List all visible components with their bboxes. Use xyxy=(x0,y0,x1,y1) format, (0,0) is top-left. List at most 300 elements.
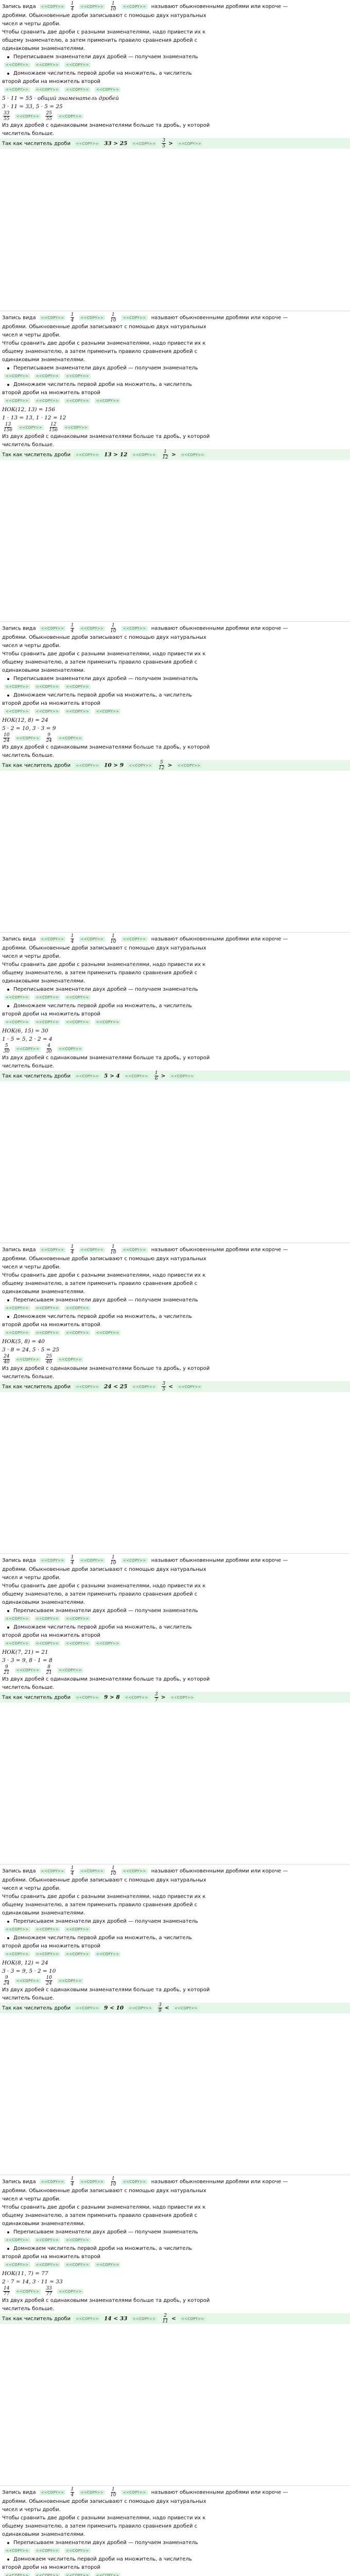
copy-marker[interactable]: <<COPY>> xyxy=(57,1978,83,1984)
method-bullet: Домножаем числитель первой дроби на множитель, а числитель xyxy=(2,381,348,389)
answer-text: Так как числитель дроби xyxy=(2,2005,71,2011)
copy-marker[interactable]: <<COPY>> xyxy=(64,1641,91,1646)
copy-marker[interactable]: <<COPY>> xyxy=(57,2289,83,2294)
rule-line: одинаковыми знаменателями. xyxy=(2,2221,85,2227)
answer-text: Так как числитель дроби xyxy=(2,1384,71,1390)
copy-marker[interactable]: <<COPY>> xyxy=(74,141,100,146)
fraction-example-2: $\frac{1}{10}$ xyxy=(110,1244,116,1255)
multiplier-calculation: 5 · 2 = 10, 3 · 3 = 9 xyxy=(2,725,56,732)
copy-marker[interactable]: <<COPY>> xyxy=(34,2262,61,2267)
copy-marker[interactable]: <<COPY>> xyxy=(57,736,83,741)
copy-marker[interactable]: <<COPY>> xyxy=(176,763,202,768)
rule-line: одинаковыми знаменателями. xyxy=(2,46,85,52)
method-bullet: Переписываем знаменатели двух дробей — получаем знаменатель xyxy=(2,364,348,372)
intro-line xyxy=(2,1244,348,1255)
copy-marker[interactable]: <<COPY>> xyxy=(4,2238,30,2243)
fraction-example-2: $\frac{1}{10}$ xyxy=(110,2176,116,2187)
copy-marker[interactable]: <<COPY>> xyxy=(4,1952,30,1957)
copy-marker[interactable]: <<COPY>> xyxy=(64,709,91,714)
copy-marker[interactable]: <<COPY>> xyxy=(34,2573,61,2576)
copy-marker[interactable]: <<COPY>> xyxy=(34,1616,61,1621)
copy-row xyxy=(2,1019,348,1027)
copy-marker[interactable]: <<COPY>> xyxy=(4,1616,30,1621)
copy-marker[interactable]: <<COPY>> xyxy=(95,1020,121,1025)
converted-fractions xyxy=(2,1665,348,1675)
copy-marker[interactable]: <<COPY>> xyxy=(4,1927,30,1932)
copy-marker[interactable]: <<COPY>> xyxy=(95,87,121,92)
comparison-rule: числитель больше. xyxy=(2,1063,55,1069)
copy-marker[interactable]: <<COPY>> xyxy=(4,1020,30,1025)
method-bullet: Домножаем числитель первой дроби на множитель, а числитель xyxy=(2,2555,348,2564)
copy-marker[interactable]: <<COPY>> xyxy=(79,315,106,320)
copy-marker[interactable]: <<COPY>> xyxy=(95,1952,121,1957)
converted-fraction-1: $\frac{9}{24}$ xyxy=(4,1975,10,1986)
answer-relation: < xyxy=(168,1383,173,1390)
definition-line: дробями. Обыкновенные дроби записывают с помощью двух натуральных xyxy=(2,1256,206,1262)
copy-marker[interactable]: <<COPY>> xyxy=(4,62,30,67)
intro-text: Запись вида xyxy=(2,2179,36,2185)
copy-marker[interactable]: <<COPY>> xyxy=(121,626,148,631)
intro-line xyxy=(2,934,348,944)
answer-line xyxy=(0,1692,350,1703)
copy-marker[interactable]: <<COPY>> xyxy=(64,995,91,1000)
comparison-rule: Из двух дробей с одинаковыми знаменателями больше та дробь, у которой xyxy=(2,2298,210,2303)
rule-line: общему знаменателю, а затем применить правило сравнения дробей с xyxy=(2,970,198,976)
method-bullet: Домножаем числитель первой дроби на множитель, а числитель xyxy=(2,70,348,78)
copy-marker[interactable]: <<COPY>> xyxy=(64,2262,91,2267)
definition-line: дробями. Обыкновенные дроби записывают с помощью двух натуральных xyxy=(2,324,206,330)
multiplier-calculation: 3 · 3 = 9, 5 · 2 = 10 xyxy=(2,1968,56,1974)
intro-line xyxy=(2,1,348,12)
fraction-example-2: $\frac{1}{10}$ xyxy=(110,1,116,12)
copy-marker[interactable]: <<COPY>> xyxy=(64,374,91,379)
intro-text: Запись вида xyxy=(2,1557,36,1564)
rule-line: Чтобы сравнить две дроби с разными знаменателями, надо привести их к xyxy=(2,2205,206,2210)
method-bullet: Переписываем знаменатели двух дробей — получаем знаменатель xyxy=(2,1296,348,1304)
copy-marker[interactable]: <<COPY>> xyxy=(127,2006,153,2011)
copy-marker[interactable]: <<COPY>> xyxy=(34,1020,61,1025)
method-bullet-cont: второй дроби на множитель второй xyxy=(2,701,101,706)
copy-marker[interactable]: <<COPY>> xyxy=(64,87,91,92)
comparison-rule: числитель больше. xyxy=(2,131,55,137)
answer-numerators: 24 < 25 xyxy=(104,1383,128,1390)
method-bullet-cont: второй дроби на множитель второй xyxy=(2,1011,101,1017)
copy-marker[interactable]: <<COPY>> xyxy=(34,87,61,92)
copy-marker[interactable]: <<COPY>> xyxy=(57,114,83,119)
copy-marker[interactable]: <<COPY>> xyxy=(74,2006,100,2011)
intro-line xyxy=(2,1555,348,1566)
fraction-example-2: $\frac{1}{10}$ xyxy=(110,934,116,944)
copy-marker[interactable]: <<COPY>> xyxy=(74,763,100,768)
copy-marker[interactable]: <<COPY>> xyxy=(40,315,66,320)
copy-marker[interactable]: <<COPY>> xyxy=(121,2490,148,2495)
definition-line: чисел и черты дроби. xyxy=(2,1264,61,1270)
rule-line: общему знаменателю, а затем применить правило сравнения дробей с xyxy=(2,2523,198,2529)
answer-line xyxy=(0,1071,350,1081)
method-bullet-cont: второй дроби на множитель второй xyxy=(2,2254,101,2260)
copy-marker[interactable]: <<COPY>> xyxy=(79,937,106,942)
method-bullet: Переписываем знаменатели двух дробей — получаем знаменатель xyxy=(2,1918,348,1926)
copy-marker[interactable]: <<COPY>> xyxy=(4,709,30,714)
copy-marker[interactable]: <<COPY>> xyxy=(64,398,91,403)
copy-marker[interactable]: <<COPY>> xyxy=(57,1668,83,1673)
answer-fraction: $\frac{3}{5}$ xyxy=(162,138,166,149)
definition-line: дробями. Обыкновенные дроби записывают с помощью двух натуральных xyxy=(2,1877,206,1883)
converted-fraction-2: $\frac{33}{77}$ xyxy=(46,2286,52,2297)
rule-line: одинаковыми знаменателями. xyxy=(2,1910,85,1916)
copy-marker[interactable]: <<COPY>> xyxy=(4,1330,30,1335)
answer-relation: > xyxy=(168,140,173,147)
copy-marker[interactable]: <<COPY>> xyxy=(34,1927,61,1932)
answer-fraction: $\frac{5}{12}$ xyxy=(159,760,165,771)
copy-row xyxy=(2,2572,348,2576)
comparison-rule: числитель больше. xyxy=(2,1995,55,2001)
copy-marker[interactable]: <<COPY>> xyxy=(4,374,30,379)
intro-text: Запись вида xyxy=(2,1247,36,1253)
answer-text: Так как числитель дроби xyxy=(2,141,71,147)
copy-marker[interactable]: <<COPY>> xyxy=(95,1641,121,1646)
multiplier-calculation: 1 · 5 = 5, 2 · 2 = 4 xyxy=(2,1036,52,1042)
intro-text: Запись вида xyxy=(2,1868,36,1874)
copy-marker[interactable]: <<COPY>> xyxy=(180,452,206,457)
copy-marker[interactable]: <<COPY>> xyxy=(15,1357,41,1362)
answer-numerators: 9 < 10 xyxy=(104,2005,124,2011)
copy-marker[interactable]: <<COPY>> xyxy=(64,1952,91,1957)
copy-marker[interactable]: <<COPY>> xyxy=(34,374,61,379)
copy-row xyxy=(2,1926,348,1934)
copy-marker[interactable]: <<COPY>> xyxy=(40,937,66,942)
answer-fraction: $\frac{3}{8}$ xyxy=(159,2003,162,2013)
copy-marker[interactable]: <<COPY>> xyxy=(79,1247,106,1252)
copy-marker[interactable]: <<COPY>> xyxy=(4,1306,30,1311)
intro-rest-text: называют обыкновенными дробями или короче — xyxy=(151,4,288,10)
converted-fraction-1: $\frac{14}{77}$ xyxy=(4,2286,10,2297)
copy-marker[interactable]: <<COPY>> xyxy=(40,4,66,9)
copy-marker[interactable]: <<COPY>> xyxy=(79,1558,106,1563)
rule-line: общему знаменателю, а затем применить правило сравнения дробей с xyxy=(2,349,198,354)
rule-line: одинаковыми знаменателями. xyxy=(2,357,85,363)
copy-marker[interactable]: <<COPY>> xyxy=(131,2316,157,2321)
answer-text: Так как числитель дроби xyxy=(2,1073,71,1079)
intro-text: Запись вида xyxy=(2,2489,36,2496)
rule-line: общему знаменателю, а затем применить правило сравнения дробей с xyxy=(2,38,198,43)
fraction-example-2: $\frac{1}{10}$ xyxy=(110,623,116,634)
converted-fraction-2: $\frac{25}{55}$ xyxy=(46,111,52,122)
copy-marker[interactable]: <<COPY>> xyxy=(63,425,90,430)
copy-marker[interactable]: <<COPY>> xyxy=(64,1927,91,1932)
copy-marker[interactable]: <<COPY>> xyxy=(40,2490,66,2495)
copy-marker[interactable]: <<COPY>> xyxy=(95,1330,121,1335)
copy-marker[interactable]: <<COPY>> xyxy=(79,626,106,631)
copy-marker[interactable]: <<COPY>> xyxy=(34,2548,61,2553)
solution-block xyxy=(0,1243,350,1553)
copy-marker[interactable]: <<COPY>> xyxy=(64,1616,91,1621)
copy-marker[interactable]: <<COPY>> xyxy=(15,114,41,119)
definition-line: чисел и черты дроби. xyxy=(2,2196,61,2202)
answer-relation: > xyxy=(161,1073,166,1079)
copy-row xyxy=(2,683,348,691)
rule-line: Чтобы сравнить две дроби с разными знаменателями, надо привести их к xyxy=(2,2515,206,2521)
answer-text: Так как числитель дроби xyxy=(2,452,71,458)
multiplier-calculation: 3 · 3 = 9, 8 · 1 = 8 xyxy=(2,1657,52,1664)
copy-marker[interactable]: <<COPY>> xyxy=(34,995,61,1000)
copy-marker[interactable]: <<COPY>> xyxy=(95,398,121,403)
copy-marker[interactable]: <<COPY>> xyxy=(4,2548,30,2553)
solution-block xyxy=(0,2485,350,2576)
copy-marker[interactable]: <<COPY>> xyxy=(34,398,61,403)
converted-fraction-1: $\frac{33}{55}$ xyxy=(4,111,10,122)
rule-line: общему знаменателю, а затем применить правило сравнения дробей с xyxy=(2,1281,198,1286)
copy-marker[interactable]: <<COPY>> xyxy=(4,995,30,1000)
method-bullet: Переписываем знаменатели двух дробей — получаем знаменатель xyxy=(2,986,348,994)
method-bullet: Переписываем знаменатели двух дробей — получаем знаменатель xyxy=(2,53,348,61)
copy-marker[interactable]: <<COPY>> xyxy=(64,2238,91,2243)
answer-fraction: $\frac{3}{5}$ xyxy=(162,1381,166,1392)
fraction-example-1: $\frac{1}{4}$ xyxy=(71,1866,74,1876)
copy-marker[interactable]: <<COPY>> xyxy=(169,1074,196,1079)
converted-fraction-2: $\frac{12}{156}$ xyxy=(49,422,58,433)
copy-marker[interactable]: <<COPY>> xyxy=(40,1869,66,1874)
method-bullet: Переписываем знаменатели двух дробей — получаем знаменатель xyxy=(2,1607,348,1615)
copy-marker[interactable]: <<COPY>> xyxy=(74,1074,100,1079)
answer-fraction: $\frac{1}{12}$ xyxy=(162,449,168,460)
copy-marker[interactable]: <<COPY>> xyxy=(15,2289,41,2294)
method-bullet: Переписываем знаменатели двух дробей — получаем знаменатель xyxy=(2,2228,348,2236)
copy-marker[interactable]: <<COPY>> xyxy=(131,141,157,146)
copy-marker[interactable]: <<COPY>> xyxy=(64,1020,91,1025)
method-bullet-cont: второй дроби на множитель второй xyxy=(2,1633,101,1638)
copy-marker[interactable]: <<COPY>> xyxy=(15,1046,41,1052)
lcm-calculation: НОК(7, 21) = 21 xyxy=(2,1649,48,1655)
converted-fraction-1: $\frac{9}{21}$ xyxy=(4,1665,10,1675)
copy-marker[interactable]: <<COPY>> xyxy=(169,1695,196,1700)
copy-marker[interactable]: <<COPY>> xyxy=(180,2316,206,2321)
copy-marker[interactable]: <<COPY>> xyxy=(40,1247,66,1252)
copy-marker[interactable]: <<COPY>> xyxy=(64,2573,91,2576)
copy-marker[interactable]: <<COPY>> xyxy=(4,2573,30,2576)
copy-marker[interactable]: <<COPY>> xyxy=(177,1384,203,1389)
method-bullet: Переписываем знаменатели двух дробей — получаем знаменатель xyxy=(2,2539,348,2547)
copy-marker[interactable]: <<COPY>> xyxy=(34,1641,61,1646)
multiplier-calculation: 1 · 13 = 13, 1 · 12 = 12 xyxy=(2,415,66,421)
converted-fraction-2: $\frac{25}{40}$ xyxy=(46,1354,52,1365)
copy-marker[interactable]: <<COPY>> xyxy=(121,1869,148,1874)
fraction-example-1: $\frac{1}{4}$ xyxy=(71,934,74,944)
multiplier-calculation: 3 · 8 = 24, 5 · 5 = 25 xyxy=(2,1347,60,1353)
comparison-rule: числитель больше. xyxy=(2,2306,55,2312)
copy-row xyxy=(2,2547,348,2555)
copy-marker[interactable]: <<COPY>> xyxy=(34,62,61,67)
method-bullet: Домножаем числитель первой дроби на множитель, а числитель xyxy=(2,1934,348,1942)
copy-marker[interactable]: <<COPY>> xyxy=(127,763,153,768)
copy-marker[interactable]: <<COPY>> xyxy=(95,2573,121,2576)
copy-marker[interactable]: <<COPY>> xyxy=(64,1306,91,1311)
copy-marker[interactable]: <<COPY>> xyxy=(34,709,61,714)
solution-block xyxy=(0,932,350,1243)
rule-line: общему знаменателю, а затем применить правило сравнения дробей с xyxy=(2,659,198,665)
copy-marker[interactable]: <<COPY>> xyxy=(121,315,148,320)
intro-text: Запись вида xyxy=(2,4,36,10)
answer-line xyxy=(0,1381,350,1392)
comparison-rule: Из двух дробей с одинаковыми знаменателями больше та дробь, у которой xyxy=(2,1055,210,1061)
converted-fraction-2: $\frac{4}{30}$ xyxy=(46,1043,52,1054)
rule-line: Чтобы сравнить две дроби с разными знаменателями, надо привести их к xyxy=(2,1894,206,1900)
copy-marker[interactable]: <<COPY>> xyxy=(121,1247,148,1252)
intro-rest-text: называют обыкновенными дробями или короче — xyxy=(151,315,288,321)
fraction-example-2: $\frac{1}{10}$ xyxy=(110,312,116,323)
copy-marker[interactable]: <<COPY>> xyxy=(64,684,91,689)
definition-line: дробями. Обыкновенные дроби записывают с помощью двух натуральных xyxy=(2,945,206,951)
multiplier-calculation: 2 · 7 = 14, 3 · 11 = 33 xyxy=(2,2279,63,2285)
solution-block xyxy=(0,311,350,621)
definition-line: чисел и черты дроби. xyxy=(2,643,61,649)
copy-marker[interactable]: <<COPY>> xyxy=(95,2262,121,2267)
copy-row xyxy=(2,708,348,716)
answer-text: Так как числитель дроби xyxy=(2,762,71,769)
definition-line: дробями. Обыкновенные дроби записывают с помощью двух натуральных xyxy=(2,2188,206,2194)
method-bullet: Домножаем числитель первой дроби на множитель, а числитель xyxy=(2,1313,348,1321)
copy-marker[interactable]: <<COPY>> xyxy=(74,1695,100,1700)
copy-marker[interactable]: <<COPY>> xyxy=(121,2179,148,2184)
solution-block xyxy=(0,1864,350,2175)
lcm-calculation: НОК(11, 7) = 77 xyxy=(2,2270,48,2277)
rule-line: одинаковыми знаменателями. xyxy=(2,1600,85,1605)
copy-marker[interactable]: <<COPY>> xyxy=(34,684,61,689)
intro-rest-text: называют обыкновенными дробями или короче — xyxy=(151,1247,288,1253)
comparison-rule: Из двух дробей с одинаковыми знаменателями больше та дробь, у которой xyxy=(2,1676,210,1682)
answer-text: Так как числитель дроби xyxy=(2,2316,71,2322)
converted-fractions xyxy=(2,1043,348,1054)
intro-line xyxy=(2,2176,348,2187)
copy-marker[interactable]: <<COPY>> xyxy=(40,2179,66,2184)
copy-marker[interactable]: <<COPY>> xyxy=(15,736,41,741)
copy-marker[interactable]: <<COPY>> xyxy=(57,1046,83,1052)
copy-marker[interactable]: <<COPY>> xyxy=(173,2006,199,2011)
copy-row xyxy=(2,1951,348,1959)
copy-marker[interactable]: <<COPY>> xyxy=(34,1306,61,1311)
copy-marker[interactable]: <<COPY>> xyxy=(64,2548,91,2553)
copy-marker[interactable]: <<COPY>> xyxy=(15,1668,41,1673)
rule-line: Чтобы сравнить две дроби с разными знаменателями, надо привести их к xyxy=(2,651,206,657)
intro-text: Запись вида xyxy=(2,936,36,942)
copy-marker[interactable]: <<COPY>> xyxy=(64,1330,91,1335)
copy-row xyxy=(2,1640,348,1648)
copy-marker[interactable]: <<COPY>> xyxy=(4,398,30,403)
copy-marker[interactable]: <<COPY>> xyxy=(64,62,91,67)
definition-line: чисел и черты дроби. xyxy=(2,1575,61,1581)
rule-line: одинаковыми знаменателями. xyxy=(2,1289,85,1295)
comparison-rule: числитель больше. xyxy=(2,1374,55,1380)
copy-marker[interactable]: <<COPY>> xyxy=(79,4,106,9)
comparison-rule: Из двух дробей с одинаковыми знаменателями больше та дробь, у которой xyxy=(2,123,210,128)
copy-marker[interactable]: <<COPY>> xyxy=(34,1330,61,1335)
copy-marker[interactable]: <<COPY>> xyxy=(95,709,121,714)
rule-line: общему знаменателю, а затем применить правило сравнения дробей с xyxy=(2,1591,198,1597)
copy-marker[interactable]: <<COPY>> xyxy=(15,1978,41,1984)
comparison-rule: Из двух дробей с одинаковыми знаменателями больше та дробь, у которой xyxy=(2,1987,210,1993)
fraction-example-2: $\frac{1}{10}$ xyxy=(110,1555,116,1566)
intro-text: Запись вида xyxy=(2,625,36,632)
fraction-example-1: $\frac{1}{4}$ xyxy=(71,623,74,634)
definition-line: дробями. Обыкновенные дроби записывают с помощью двух натуральных xyxy=(2,2499,206,2504)
copy-marker[interactable]: <<COPY>> xyxy=(57,1357,83,1362)
method-bullet-cont: второй дроби на множитель второй xyxy=(2,79,101,84)
converted-fraction-1: $\frac{5}{30}$ xyxy=(4,1043,10,1054)
copy-row xyxy=(2,86,348,94)
copy-marker[interactable]: <<COPY>> xyxy=(74,452,100,457)
rule-line: одинаковыми знаменателями. xyxy=(2,978,85,984)
definition-line: чисел и черты дроби. xyxy=(2,2507,61,2513)
rule-line: одинаковыми знаменателями. xyxy=(2,2532,85,2537)
copy-marker[interactable]: <<COPY>> xyxy=(34,2238,61,2243)
copy-marker[interactable]: <<COPY>> xyxy=(4,684,30,689)
answer-numerators: 13 > 12 xyxy=(104,451,128,458)
method-bullet-cont: второй дроби на множитель второй xyxy=(2,2565,101,2570)
answer-relation: < xyxy=(165,2005,169,2011)
intro-rest-text: называют обыкновенными дробями или короче — xyxy=(151,1557,288,1564)
copy-marker[interactable]: <<COPY>> xyxy=(74,2316,100,2321)
copy-marker[interactable]: <<COPY>> xyxy=(40,626,66,631)
copy-marker[interactable]: <<COPY>> xyxy=(4,87,30,92)
answer-numerators: 14 < 33 xyxy=(104,2315,128,2322)
method-bullet-cont: второй дроби на множитель второй xyxy=(2,390,101,396)
converted-fraction-1: $\frac{10}{24}$ xyxy=(4,733,10,743)
lcm-calculation: 5 · 11 = 55 · общий знаменатель дробей xyxy=(2,95,119,101)
copy-marker[interactable]: <<COPY>> xyxy=(124,1074,150,1079)
answer-line xyxy=(0,760,350,771)
fraction-example-1: $\frac{1}{4}$ xyxy=(71,2176,74,2187)
copy-marker[interactable]: <<COPY>> xyxy=(177,141,203,146)
copy-marker[interactable]: <<COPY>> xyxy=(4,1641,30,1646)
copy-marker[interactable]: <<COPY>> xyxy=(4,2262,30,2267)
copy-marker[interactable]: <<COPY>> xyxy=(79,2179,106,2184)
answer-fraction: $\frac{1}{6}$ xyxy=(154,1071,158,1081)
solution-block xyxy=(0,2175,350,2485)
method-bullet: Домножаем числитель первой дроби на множитель, а числитель xyxy=(2,1002,348,1010)
copy-marker[interactable]: <<COPY>> xyxy=(131,1384,157,1389)
copy-marker[interactable]: <<COPY>> xyxy=(131,452,157,457)
copy-marker[interactable]: <<COPY>> xyxy=(34,1952,61,1957)
copy-marker[interactable]: <<COPY>> xyxy=(121,4,148,9)
copy-marker[interactable]: <<COPY>> xyxy=(121,1558,148,1563)
lcm-calculation: НОК(5, 8) = 40 xyxy=(2,1338,45,1345)
fraction-example-1: $\frac{1}{4}$ xyxy=(71,312,74,323)
rule-line: Чтобы сравнить две дроби с разными знаменателями, надо привести их к xyxy=(2,29,206,35)
copy-marker[interactable]: <<COPY>> xyxy=(121,937,148,942)
copy-marker[interactable]: <<COPY>> xyxy=(40,1558,66,1563)
definition-line: чисел и черты дроби. xyxy=(2,21,61,27)
copy-marker[interactable]: <<COPY>> xyxy=(79,1869,106,1874)
copy-marker[interactable]: <<COPY>> xyxy=(74,1384,100,1389)
solution-block xyxy=(0,621,350,932)
definition-line: дробями. Обыкновенные дроби записывают с помощью двух натуральных xyxy=(2,1567,206,1572)
intro-text: Запись вида xyxy=(2,315,36,321)
rule-line: Чтобы сравнить две дроби с разными знаменателями, надо привести их к xyxy=(2,962,206,968)
copy-marker[interactable]: <<COPY>> xyxy=(124,1695,150,1700)
fraction-example-1: $\frac{1}{4}$ xyxy=(71,1555,74,1566)
intro-rest-text: называют обыкновенными дробями или короче — xyxy=(151,936,288,942)
converted-fractions xyxy=(2,422,348,433)
definition-line: чисел и черты дроби. xyxy=(2,1886,61,1891)
answer-relation: > xyxy=(161,1694,166,1701)
answer-relation: > xyxy=(167,762,172,769)
copy-marker[interactable]: <<COPY>> xyxy=(18,425,44,430)
copy-row xyxy=(2,372,348,381)
copy-marker[interactable]: <<COPY>> xyxy=(79,2490,106,2495)
comparison-rule: Из двух дробей с одинаковыми знаменателями больше та дробь, у которой xyxy=(2,744,210,750)
converted-fractions xyxy=(2,733,348,743)
rule-line: Чтобы сравнить две дроби с разными знаменателями, надо привести их к xyxy=(2,341,206,346)
